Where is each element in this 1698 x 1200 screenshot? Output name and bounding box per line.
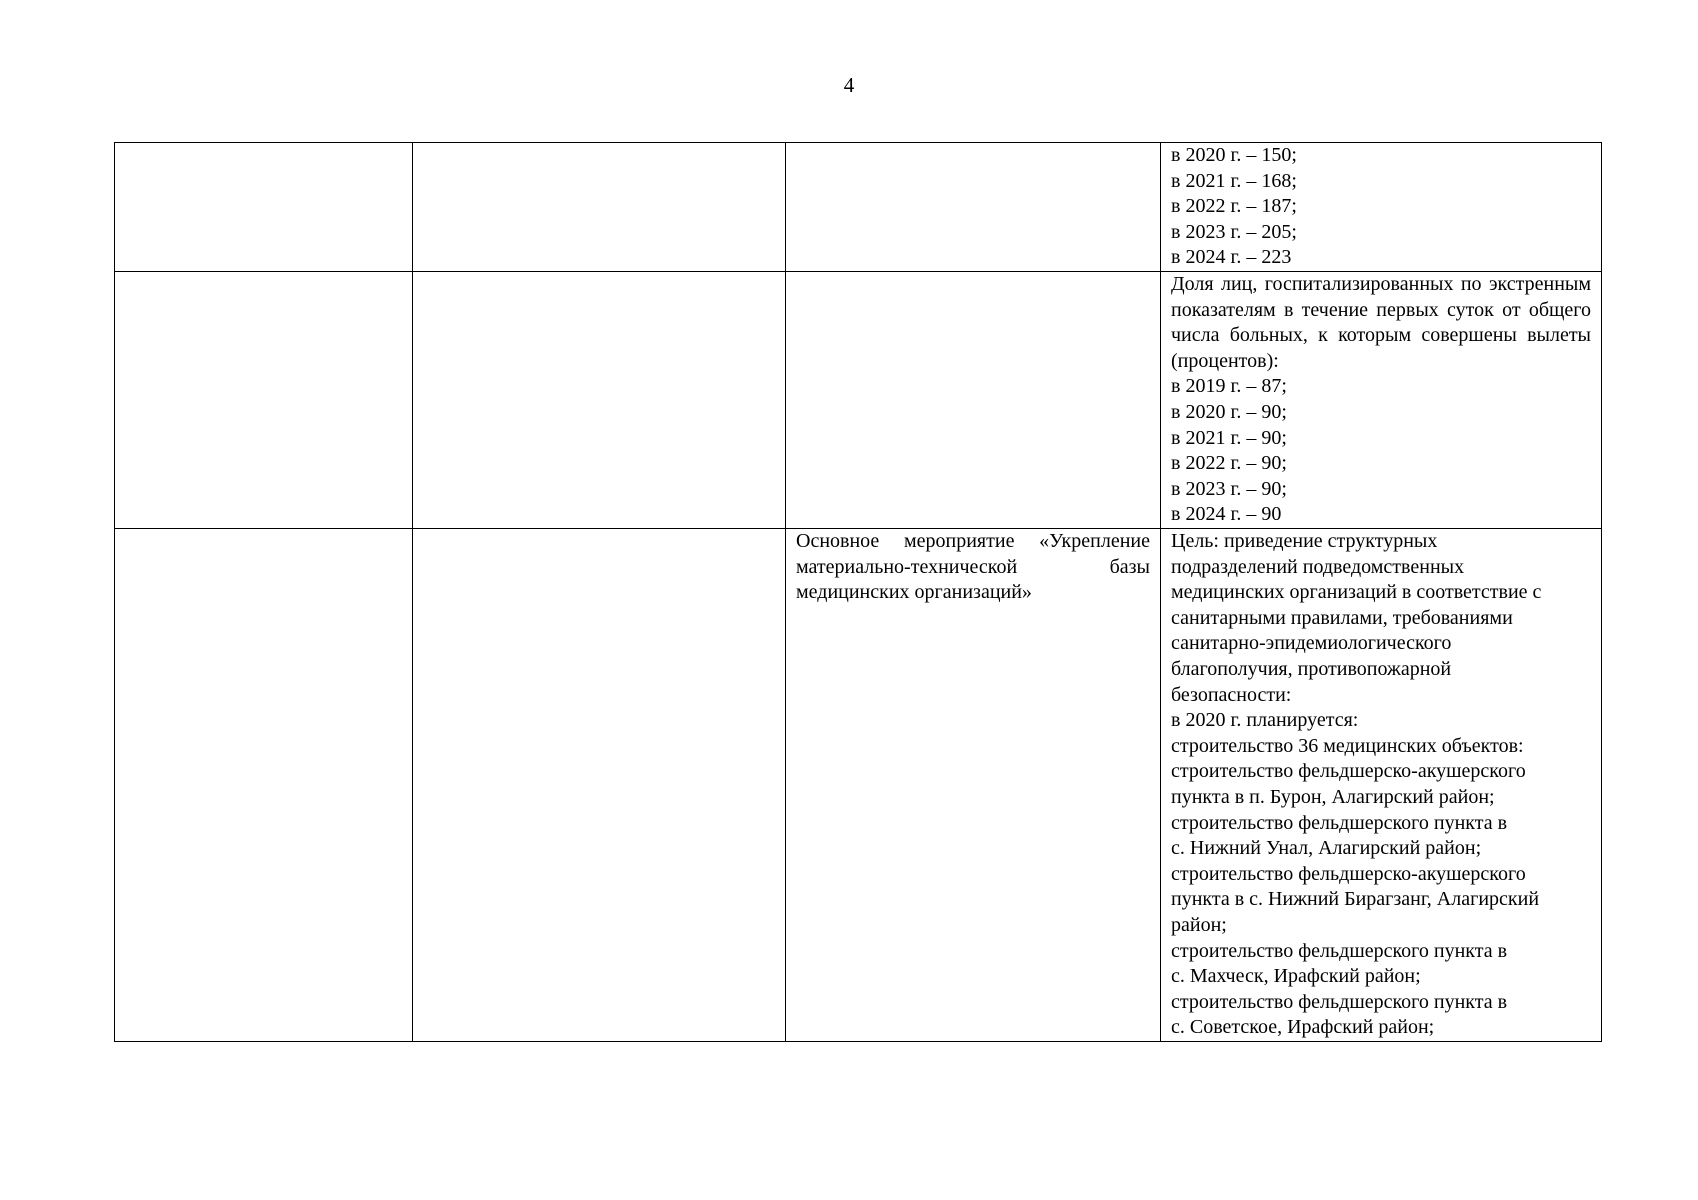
indicator-value-line: в 2022 г. – 187; (1171, 195, 1297, 218)
main-activity-title: Основное мероприятие «Укрепление материально-технической базы медицинских организаций» (796, 530, 1150, 604)
goal-line: строительство фельдшерского пункта в (1171, 939, 1508, 962)
indicator-description: Доля лиц, госпитализированных по экстренным показателям в течение первых суток от общего числа больных, к которым совершены вылеты (процентов): (1171, 273, 1591, 372)
indicator-value-line: в 2019 г. – 87; (1171, 375, 1287, 398)
indicator-value-line: в 2021 г. – 168; (1171, 169, 1297, 192)
goal-line: санитарными правилами, требованиями (1171, 606, 1513, 629)
program-table (114, 142, 1602, 1042)
goal-line: медицинских организаций в соответствие с (1171, 581, 1542, 604)
goal-line: пункта в п. Бурон, Алагирский район; (1171, 785, 1495, 808)
page-number: 4 (843, 73, 855, 97)
goal-line: с. Махческ, Ирафский район; (1171, 965, 1421, 988)
main-activity-cell (786, 529, 1161, 1042)
goal-line: подразделений подведомственных (1171, 555, 1465, 578)
indicator-value-line: в 2023 г. – 90; (1171, 477, 1287, 500)
indicator-value-line: в 2020 г. – 150; (1171, 144, 1297, 166)
goal-line: район; (1171, 913, 1227, 936)
goal-line: благополучия, противопожарной (1171, 657, 1452, 680)
goal-line: пункта в с. Нижний Бирагзанг, Алагирский (1171, 888, 1540, 911)
goal-line: строительство фельдшерско-акушерского (1171, 862, 1526, 885)
goal-line: строительство фельдшерского пункта в (1171, 990, 1508, 1013)
table-cell-empty (413, 529, 786, 1042)
indicator-value-line: в 2022 г. – 90; (1171, 452, 1287, 475)
goal-line: строительство фельдшерского пункта в (1171, 811, 1508, 834)
hospitalization-indicator-cell (1161, 272, 1602, 529)
table-cell-empty (786, 143, 1161, 272)
goal-line: с. Нижний Унал, Алагирский район; (1171, 837, 1482, 860)
table-cell-empty (115, 143, 413, 272)
indicator-value-line: в 2024 г. – 90 (1171, 503, 1282, 526)
table-cell-empty (413, 272, 786, 529)
table-cell-empty (786, 272, 1161, 529)
indicator-value-line: в 2020 г. – 90; (1171, 400, 1287, 423)
goal-line: строительство 36 медицинских объектов: (1171, 734, 1524, 757)
indicator-value-line: в 2024 г. – 223 (1171, 246, 1292, 269)
indicator-value-line: в 2023 г. – 205; (1171, 220, 1297, 243)
goal-line: с. Советское, Ирафский район; (1171, 1016, 1435, 1039)
goal-line: Цель: приведение структурных (1171, 530, 1438, 552)
table-row (115, 143, 1602, 272)
indicator-values-cell (1161, 143, 1602, 272)
goal-line: безопасности: (1171, 683, 1292, 706)
goal-description-cell (1161, 529, 1602, 1042)
table-cell-empty (115, 529, 413, 1042)
goal-line: в 2020 г. планируется: (1171, 709, 1359, 732)
table-row (115, 529, 1602, 1042)
goal-line: санитарно-эпидемиологического (1171, 632, 1452, 655)
indicator-value-line: в 2021 г. – 90; (1171, 426, 1287, 449)
table-cell-empty (115, 272, 413, 529)
goal-line: строительство фельдшерско-акушерского (1171, 760, 1526, 783)
table-row (115, 272, 1602, 529)
table-cell-empty (413, 143, 786, 272)
